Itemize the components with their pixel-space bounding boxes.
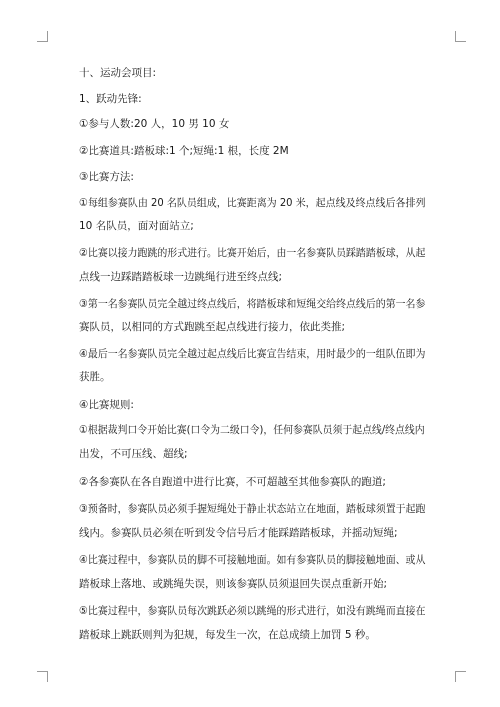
section-heading: 十、运动会项目: (79, 67, 157, 79)
rule-3-line-2: 线内。参赛队员必须在听到发令信号后才能踩踏踏板球，并摇动短绳; (79, 527, 398, 539)
rule-2-line: ②各参赛队在各自跑道中进行比赛，不可超越至其他参赛队的跑道; (79, 476, 386, 488)
equipment-line: ②比赛道具:踏板球:1 个;短绳:1 根，长度 2M (79, 145, 289, 157)
rule-5-line-1: ⑤比赛过程中，参赛队员每次跳跃必须以跳绳的形式进行，如没有跳绳而直接在 (79, 605, 426, 617)
rule-4-line-1: ④比赛过程中，参赛队员的脚不可接触地面。如有参赛队员的脚接触地面、或从 (79, 554, 426, 566)
method-4-line-1: ④最后一名参赛队员完全越过起点线后比赛宣告结束，用时最少的一组队伍即为 (79, 348, 426, 360)
rule-1-line-2: 出发，不可压线、超线; (79, 448, 188, 460)
method-4-line-2: 获胜。 (79, 371, 111, 383)
crop-mark-bottom-left (37, 671, 48, 682)
participants-line: ①参与人数:20 人，10 男 10 女 (79, 118, 230, 130)
method-2-line-1: ②比赛以接力跑跳的形式进行。比赛开始后，由一名参赛队员踩踏踏板球，从起 (79, 247, 426, 259)
event-title: 1、跃动先锋: (79, 93, 142, 105)
method-2-line-2: 点线一边踩踏踏板球一边跳绳行进至终点线; (79, 271, 283, 283)
rules-title: ④比赛规则: (79, 399, 134, 411)
rule-1-line-1: ①根据裁判口令开始比赛(口令为二级口令)，任何参赛队员须于起点线/终点线内 (79, 424, 425, 436)
method-title: ③比赛方法: (79, 171, 134, 183)
method-3-line-2: 赛队员，以相同的方式跑跳至起点线进行接力，依此类推; (79, 321, 346, 333)
method-1-line-2: 10 名队员，面对面站立; (79, 220, 194, 232)
method-3-line-1: ③第一名参赛队员完全越过终点线后，将踏板球和短绳交给终点线后的第一名参 (79, 298, 426, 310)
method-1-line-1: ①每组参赛队由 20 名队员组成，比赛距离为 20 米，起点线及终点线后各排列 (79, 197, 426, 209)
crop-mark-top-left (37, 31, 48, 42)
rule-4-line-2: 踏板球上落地、或跳绳失误，则该参赛队员须退回失误点重新开始; (79, 578, 388, 590)
crop-mark-top-right (455, 31, 466, 42)
rule-5-line-2: 踏板球上跳跃则判为犯规，每发生一次，在总成绩上加罚 5 秒。 (79, 629, 376, 641)
rule-3-line-1: ③预备时，参赛队员必须手握短绳处于静止状态站立在地面，踏板球须置于起跑 (79, 503, 426, 515)
crop-mark-bottom-right (455, 671, 466, 682)
